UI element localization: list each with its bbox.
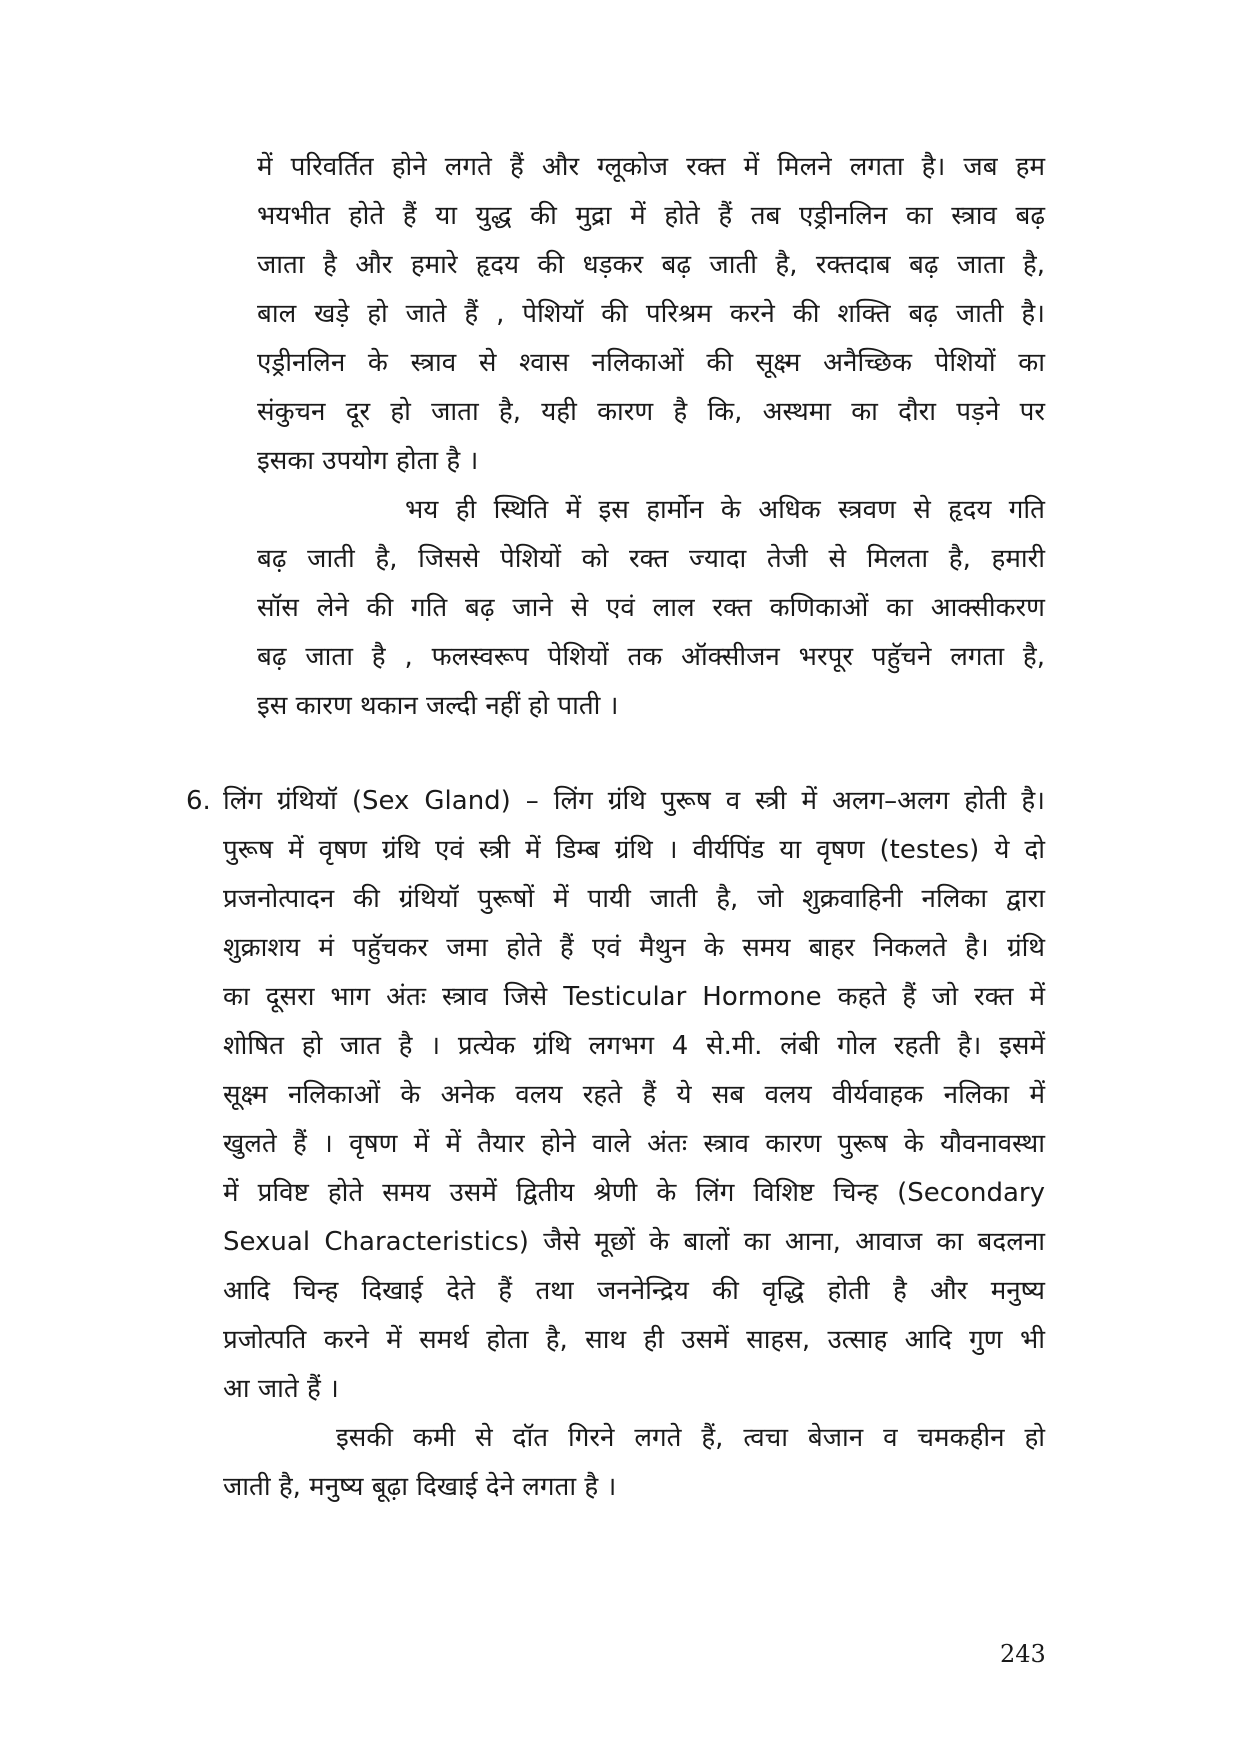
text-line: इसकी कमी से दॉत गिरने लगते हैं, त्वचा बेजान व चमकहीन हो	[336, 1423, 1045, 1453]
text-line: इस कारण थकान जल्दी नहीं हो पाती ।	[257, 691, 619, 721]
text-line: संकुचन दूर हो जाता है, यही कारण है कि, अस्थमा का दौरा पड़ने पर	[257, 397, 1045, 427]
list-item-number: 6.	[186, 786, 211, 816]
text-line: इसका उपयोग होता है ।	[257, 446, 479, 476]
text-line: बढ़ जाती है, जिससे पेशियों को रक्त ज्यादा तेजी से मिलता है, हमारी	[257, 544, 1045, 574]
text-line: में प्रविष्ट होते समय उसमें द्वितीय श्रेणी के लिंग विशिष्ट चिन्ह (Secondary	[223, 1178, 1045, 1208]
text-line: आ जाते हैं ।	[223, 1374, 339, 1404]
text-line: सॉस लेने की गति बढ़ जाने से एवं लाल रक्त कणिकाओं का आक्सीकरण	[257, 593, 1045, 623]
page-number: 243	[1000, 1640, 1046, 1668]
text-line: सूक्ष्म नलिकाओं के अनेक वलय रहते हैं ये सब वलय वीर्यवाहक नलिका में	[223, 1080, 1045, 1110]
text-line: भयभीत होते हैं या युद्ध की मुद्रा में होते हैं तब एड्रीनलिन का स्त्राव बढ़	[257, 201, 1045, 231]
text-line: शुक्राशय मं पहुॅचकर जमा होते हैं एवं मैथुन के समय बाहर निकलते है। ग्रंथि	[223, 933, 1045, 963]
text-line: प्रजनोत्पादन की ग्रंथियॉ पुरूषों में पायी जाती है, जो शुक्रवाहिनी नलिका द्वारा	[223, 884, 1045, 914]
text-line: Sexual Characteristics) जैसे मूछों के बालों का आना, आवाज का बदलना	[223, 1227, 1045, 1257]
text-line: आदि चिन्ह दिखाई देते हैं तथा जननेन्द्रिय की वृद्धि होती है और मनुष्य	[223, 1276, 1045, 1306]
text-line: एड्रीनलिन के स्त्राव से श्वास नलिकाओं की सूक्ष्म अनैच्छिक पेशियों का	[257, 348, 1045, 378]
text-line: का दूसरा भाग अंतः स्त्राव जिसे Testicular Hormone कहते हैं जो रक्त में	[223, 982, 1045, 1012]
text-line: खुलते हैं । वृषण में में तैयार होने वाले अंतः स्त्राव कारण पुरूष के यौवनावस्था	[223, 1129, 1045, 1159]
text-line: जाती है, मनुष्य बूढ़ा दिखाई देने लगता है ।	[223, 1472, 617, 1502]
text-line: बाल खड़े हो जाते हैं , पेशियॉ की परिश्रम करने की शक्ति बढ़ जाती है।	[257, 299, 1045, 329]
text-line: भय ही स्थिति में इस हार्मोन के अधिक स्त्रवण से हृदय गति	[405, 495, 1045, 525]
text-line: पुरूष में वृषण ग्रंथि एवं स्त्री में डिम्ब ग्रंथि । वीर्यपिंड या वृषण (testes) ये दो	[223, 835, 1045, 865]
text-line: जाता है और हमारे हृदय की धड़कर बढ़ जाती है, रक्तदाब बढ़ जाता है,	[257, 250, 1045, 280]
text-line: में परिवर्तित होने लगते हैं और ग्लूकोज रक्त में मिलने लगता है। जब हम	[257, 152, 1045, 182]
text-line: शोषित हो जात है । प्रत्येक ग्रंथि लगभग 4 से.मी. लंबी गोल रहती है। इसमें	[223, 1031, 1045, 1061]
text-line: लिंग ग्रंथियॉ (Sex Gland) – लिंग ग्रंथि पुरूष व स्त्री में अलग–अलग होती है।	[223, 786, 1045, 816]
text-line: बढ़ जाता है , फलस्वरूप पेशियों तक ऑक्सीजन भरपूर पहुॅचने लगता है,	[257, 642, 1045, 672]
text-line: प्रजोत्पति करने में समर्थ होता है, साथ ही उसमें साहस, उत्साह आदि गुण भी	[223, 1325, 1045, 1355]
